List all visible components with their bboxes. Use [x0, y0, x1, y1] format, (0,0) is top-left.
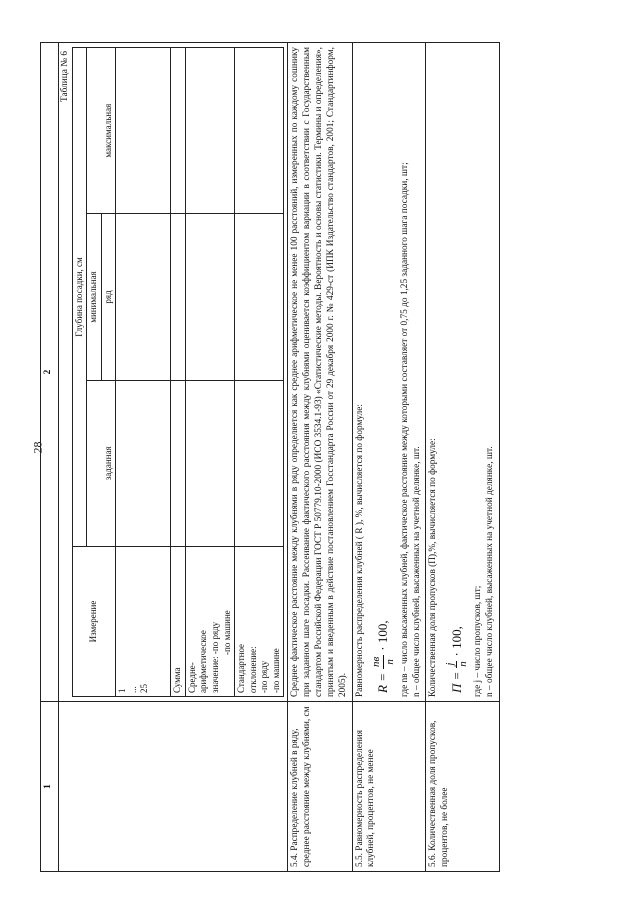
measure-row-first: 1	[117, 688, 128, 693]
empty-cell	[235, 380, 284, 546]
empty-cell	[235, 48, 284, 214]
measure-rows-cell	[116, 547, 171, 697]
where-line: n – общее число клубней, высаженных на учетной делянке, шт.	[411, 446, 422, 697]
empty-cell	[235, 214, 284, 380]
table6-row	[59, 43, 288, 872]
table6-cell	[59, 43, 288, 702]
column-header-2: 2	[41, 43, 59, 702]
where-line: где nв – число высаженных клубней, фактическое расстояние между которыми составляет от 0,75 до 1,25 заданного шага посадки, шт;	[399, 162, 410, 697]
section-5-6-row	[426, 43, 500, 872]
max-header: максимальная	[87, 48, 116, 214]
empty-cell	[185, 48, 234, 214]
std-line: Стандартное	[236, 643, 247, 693]
main-table	[40, 42, 500, 872]
page-number: 28	[30, 441, 45, 454]
row-header: ряд	[101, 214, 116, 380]
formula-lhs: R =	[374, 673, 390, 693]
formula-denominator: n	[383, 659, 396, 665]
empty-cell	[116, 380, 171, 546]
given-header: заданная	[87, 380, 116, 546]
table-row	[235, 48, 284, 697]
empty-cell	[171, 214, 186, 380]
table-row	[171, 48, 186, 697]
section-5-6-intro: Количественная доля пропусков (П),%, вычисляется по формуле:	[428, 438, 439, 697]
std-cell	[235, 547, 284, 697]
std-line: -по машине	[270, 648, 281, 693]
formula-rhs: · 100,	[374, 620, 390, 651]
std-line: отклонение:	[247, 646, 258, 693]
empty-cell	[171, 380, 186, 546]
empty-cell	[171, 48, 186, 214]
formula-numerator: nв	[370, 656, 383, 668]
uniformity-formula	[370, 47, 395, 693]
inner-table-6	[72, 47, 284, 697]
section-5-5-row	[352, 43, 426, 872]
mean-line: Средне-	[186, 662, 197, 693]
measure-row-last: 25	[139, 684, 150, 693]
table-label: Таблица № 6	[60, 51, 70, 102]
section-5-4-label: 5.4. Распределение клубней в ряду, среднее расстояние между клубнями, см	[288, 702, 352, 872]
mean-cell	[185, 547, 234, 697]
empty-cell	[116, 48, 171, 214]
section-5-6-label: 5.6. Количественная доля пропусков, процентов, не более	[426, 702, 500, 872]
mean-line: -по машине	[221, 610, 232, 655]
sum-cell: Сумма	[171, 547, 186, 697]
gaps-formula	[444, 47, 469, 693]
section-5-5-label: 5.5. Равномерность распределения клубней, процентов, не менее	[352, 702, 426, 872]
where-line: где j – число пропусков, шт;	[473, 585, 484, 697]
measure-row-ellipsis: ...	[128, 686, 139, 693]
formula-rhs: · 100,	[448, 626, 464, 657]
section-5-4-row	[288, 43, 352, 872]
formula-lhs: П =	[448, 671, 464, 693]
empty-cell	[185, 214, 234, 380]
std-line: -по ряду	[259, 660, 270, 693]
table-row	[185, 48, 234, 697]
where-line: n – общее число клубней, высаженных на учетной делянке, шт.	[485, 446, 496, 697]
empty-label-cell	[59, 702, 288, 872]
formula-fraction	[370, 655, 395, 669]
mean-line: арифметическое	[198, 630, 209, 693]
empty-cell	[116, 214, 171, 380]
min-header: минимальная	[87, 214, 102, 380]
mean-line: значение: -по ряду	[209, 621, 220, 693]
formula-denominator: n	[457, 661, 470, 667]
formula-fraction	[444, 661, 469, 668]
formula-numerator: j	[444, 662, 457, 666]
section-5-5-content	[352, 43, 426, 702]
depth-header: Глубина посадки, см	[72, 48, 87, 547]
section-5-4-text: Среднее фактическое расстояние между клубнями в ряду определяется как среднее арифметическое не менее 100 расстояний, измеренных по каждому сошнику при заданном шаге посадки. Рассеивание фактического расстояния между клубнями оценивается коэффициентом вариации в соответствии с Государственным стандартом Российской Федерации ГОСТ Р 50779.10-2000 (ИСО 3534.1-93) «Статистические методы. Вероятность и основы статистики. Термины и определения», принятым и введенным в действие постановлением Госстандарта России от 29 декабря 2000 г. № 429-ст (ИПК Издательство стандартов, 2001; Стандартинформ, 2005).	[288, 43, 352, 702]
column-number-row	[41, 43, 59, 872]
rotated-page-content	[40, 42, 610, 872]
section-5-5-intro: Равномерность распределения клубней ( R ), %, вычисляется по формуле:	[354, 404, 365, 697]
empty-cell	[185, 380, 234, 546]
table-row	[116, 48, 171, 697]
section-5-6-content	[426, 43, 500, 702]
measure-header: Измерение	[72, 547, 116, 697]
column-header-1: 1	[41, 702, 59, 872]
